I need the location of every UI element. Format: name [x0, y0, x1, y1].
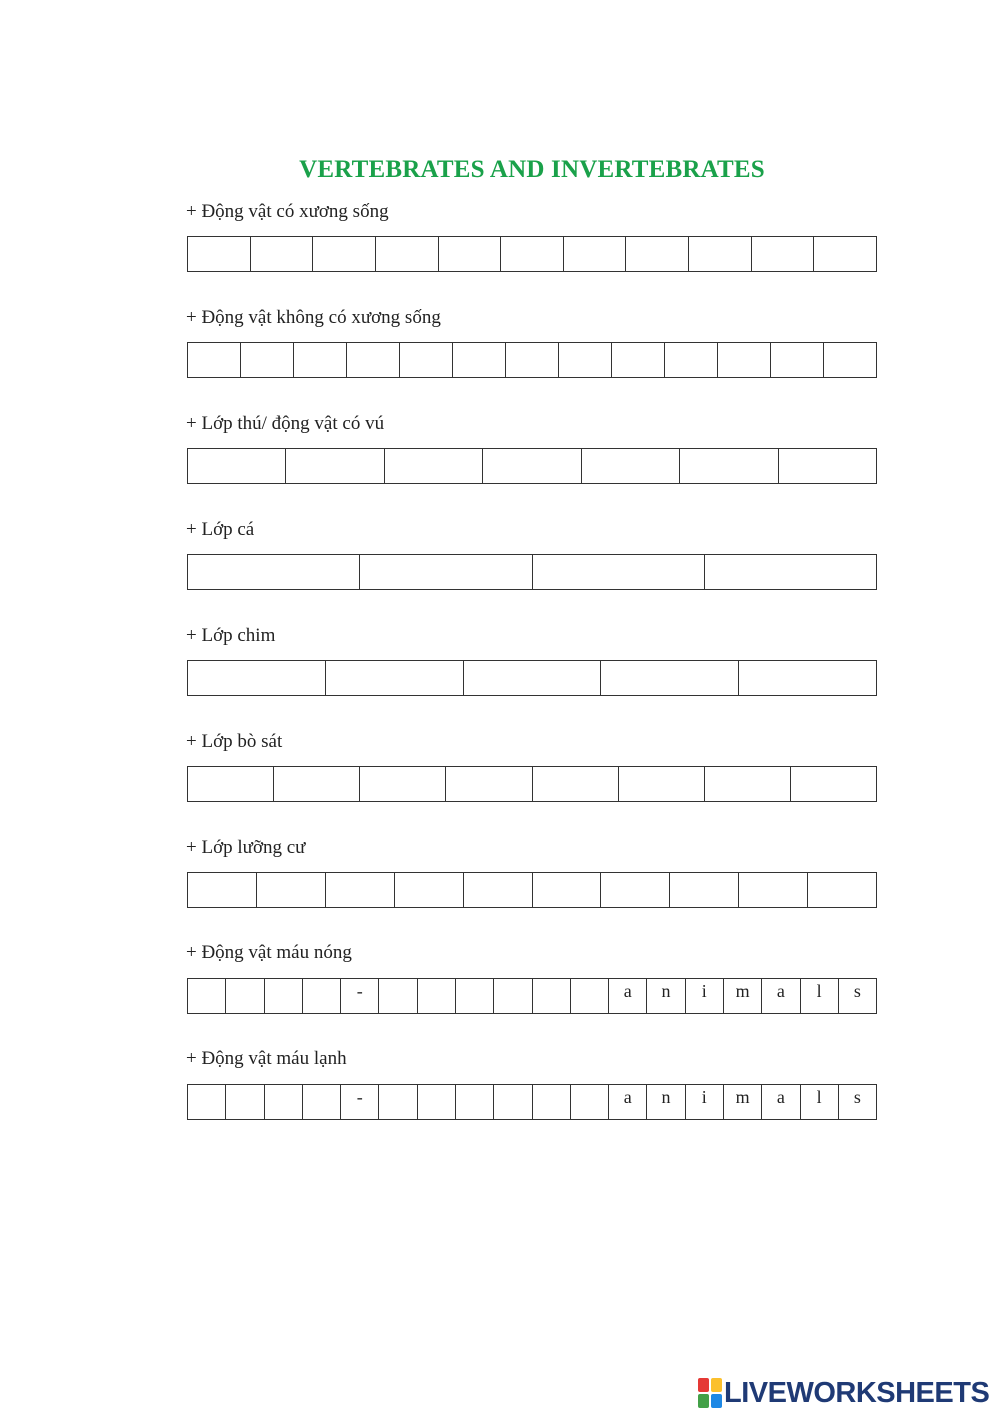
letter-box[interactable]: [241, 343, 294, 377]
given-letter-box: m: [724, 1085, 762, 1119]
letter-box[interactable]: [188, 555, 360, 589]
letter-box[interactable]: [303, 1085, 341, 1119]
letter-box[interactable]: [294, 343, 347, 377]
section-label-vertebrates: + Động vật có xương sống: [186, 201, 389, 222]
given-letter-box: a: [609, 979, 647, 1013]
letter-box[interactable]: [494, 1085, 532, 1119]
answer-grid-fish: [187, 554, 877, 590]
section-label-birds: + Lớp chim: [186, 625, 276, 646]
letter-box[interactable]: [379, 979, 417, 1013]
answer-grid-mammals: [187, 448, 877, 484]
letter-box[interactable]: [385, 449, 483, 483]
letter-box[interactable]: [680, 449, 778, 483]
letter-box[interactable]: [313, 237, 376, 271]
given-letter-box: i: [686, 979, 724, 1013]
letter-box[interactable]: [571, 979, 609, 1013]
letter-box[interactable]: [418, 979, 456, 1013]
letter-box[interactable]: [739, 661, 876, 695]
letter-box[interactable]: [464, 873, 533, 907]
letter-box[interactable]: [771, 343, 824, 377]
letter-box[interactable]: [752, 237, 815, 271]
letter-box[interactable]: [379, 1085, 417, 1119]
letter-box[interactable]: [494, 979, 532, 1013]
letter-box[interactable]: [400, 343, 453, 377]
letter-box[interactable]: [188, 343, 241, 377]
letter-box[interactable]: [582, 449, 680, 483]
letter-box[interactable]: [257, 873, 326, 907]
letter-box[interactable]: [446, 767, 532, 801]
given-letter-box: l: [801, 1085, 839, 1119]
letter-box[interactable]: [188, 449, 286, 483]
brand-wordmark: LIVEWORKSHEETS: [724, 1377, 990, 1409]
letter-box[interactable]: [188, 237, 251, 271]
section-label-cold-blooded: + Động vật máu lạnh: [186, 1048, 347, 1069]
letter-box[interactable]: [188, 661, 326, 695]
given-letter-box: s: [839, 1085, 876, 1119]
section-label-mammals: + Lớp thú/ động vật có vú: [186, 413, 385, 434]
letter-box[interactable]: [456, 979, 494, 1013]
letter-box[interactable]: [791, 767, 876, 801]
hyphen-box: -: [341, 1085, 379, 1119]
letter-box[interactable]: [824, 343, 876, 377]
section-label-reptiles: + Lớp bò sát: [186, 731, 283, 752]
letter-box[interactable]: [506, 343, 559, 377]
letter-box[interactable]: [453, 343, 506, 377]
letter-box[interactable]: [188, 979, 226, 1013]
answer-grid-invertebrates: [187, 342, 877, 378]
page-title: VERTEBRATES AND INVERTEBRATES: [299, 156, 765, 183]
letter-box[interactable]: [705, 555, 876, 589]
section-label-warm-blooded: + Động vật máu nóng: [186, 942, 352, 963]
letter-box[interactable]: [464, 661, 602, 695]
letter-box[interactable]: [533, 979, 571, 1013]
answer-grid-warm-blooded: [187, 978, 877, 1014]
letter-box[interactable]: [188, 1085, 226, 1119]
given-letter-box: a: [609, 1085, 647, 1119]
section-label-amphibians: + Lớp lưỡng cư: [186, 837, 306, 858]
letter-box[interactable]: [571, 1085, 609, 1119]
letter-box[interactable]: [360, 555, 532, 589]
letter-box[interactable]: [188, 873, 257, 907]
letter-box[interactable]: [739, 873, 808, 907]
given-letter-box: s: [839, 979, 876, 1013]
answer-grid-vertebrates: [187, 236, 877, 272]
letter-box[interactable]: [439, 237, 502, 271]
letter-box[interactable]: [705, 767, 791, 801]
letter-box[interactable]: [376, 237, 439, 271]
given-letter-box: n: [647, 1085, 685, 1119]
letter-box[interactable]: [274, 767, 360, 801]
letter-box[interactable]: [188, 767, 274, 801]
letter-box[interactable]: [814, 237, 876, 271]
logo-tile: [711, 1394, 722, 1408]
given-letter-box: l: [801, 979, 839, 1013]
letter-box[interactable]: [303, 979, 341, 1013]
section-label-fish: + Lớp cá: [186, 519, 255, 540]
letter-box[interactable]: [265, 979, 303, 1013]
answer-grid-amphibians: [187, 872, 877, 908]
letter-box[interactable]: [395, 873, 464, 907]
letter-box[interactable]: [265, 1085, 303, 1119]
letter-box[interactable]: [670, 873, 739, 907]
letter-box[interactable]: [456, 1085, 494, 1119]
given-letter-box: n: [647, 979, 685, 1013]
letter-box[interactable]: [483, 449, 581, 483]
letter-box[interactable]: [626, 237, 689, 271]
answer-grid-reptiles: [187, 766, 877, 802]
letter-box[interactable]: [718, 343, 771, 377]
answer-grid-cold-blooded: [187, 1084, 877, 1120]
letter-box[interactable]: [559, 343, 612, 377]
letter-box[interactable]: [612, 343, 665, 377]
letter-box[interactable]: [689, 237, 752, 271]
answer-grid-birds: [187, 660, 877, 696]
logo-tile: [698, 1378, 709, 1392]
hyphen-box: -: [341, 979, 379, 1013]
logo-tile: [711, 1378, 722, 1392]
letter-box[interactable]: [286, 449, 384, 483]
section-label-invertebrates: + Động vật không có xương sống: [186, 307, 441, 328]
letter-box[interactable]: [326, 661, 464, 695]
letter-box[interactable]: [564, 237, 627, 271]
letter-box[interactable]: [251, 237, 314, 271]
letter-box[interactable]: [601, 873, 670, 907]
letter-box[interactable]: [533, 1085, 571, 1119]
given-letter-box: m: [724, 979, 762, 1013]
letter-box[interactable]: [226, 1085, 264, 1119]
logo-tile: [698, 1394, 709, 1408]
letter-box[interactable]: [360, 767, 446, 801]
letter-box[interactable]: [326, 873, 395, 907]
given-letter-box: i: [686, 1085, 724, 1119]
letter-box[interactable]: [418, 1085, 456, 1119]
letter-box[interactable]: [501, 237, 564, 271]
letter-box[interactable]: [665, 343, 718, 377]
given-letter-box: a: [762, 1085, 800, 1119]
letter-box[interactable]: [533, 873, 602, 907]
letter-box[interactable]: [808, 873, 876, 907]
letter-box[interactable]: [226, 979, 264, 1013]
letter-box[interactable]: [533, 555, 705, 589]
liveworksheets-logo-icon: [698, 1378, 722, 1408]
given-letter-box: a: [762, 979, 800, 1013]
letter-box[interactable]: [619, 767, 705, 801]
letter-box[interactable]: [779, 449, 876, 483]
letter-box[interactable]: [347, 343, 400, 377]
letter-box[interactable]: [601, 661, 739, 695]
letter-box[interactable]: [533, 767, 619, 801]
liveworksheets-brand: [698, 1378, 989, 1408]
